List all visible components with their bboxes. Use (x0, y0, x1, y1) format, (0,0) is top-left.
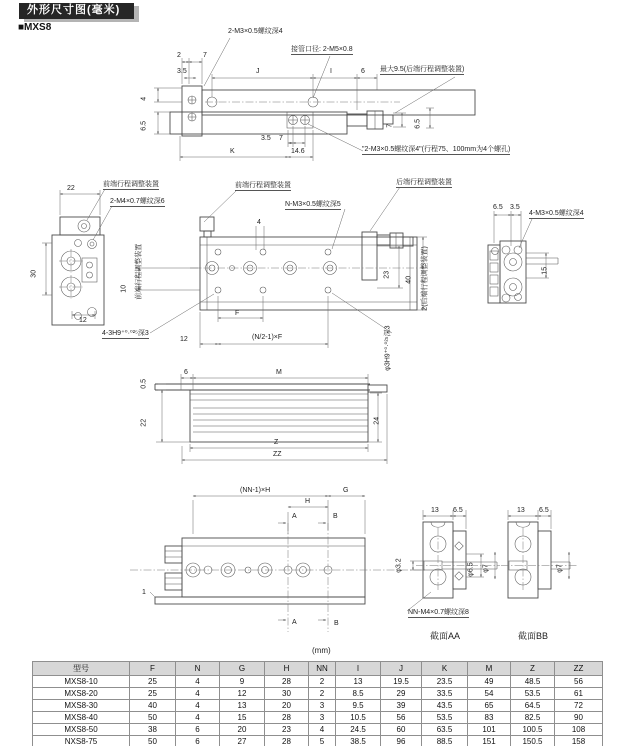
table-cell: 9 (220, 676, 265, 688)
section-marker-a: A (292, 619, 297, 626)
dim-label: M (276, 369, 282, 376)
table-cell: 101 (468, 724, 511, 736)
dim-label: 30 (30, 269, 38, 278)
table-cell: 9.5 (336, 700, 381, 712)
table-cell: 65 (468, 700, 511, 712)
dim-label: J (256, 68, 260, 75)
table-cell: 108 (555, 724, 603, 736)
spec-table (32, 661, 603, 746)
table-cell: 2 (309, 676, 336, 688)
table-cell: 33.5 (422, 688, 468, 700)
column-header: NN (309, 662, 336, 676)
dim-label: φ6.5 (467, 562, 475, 577)
dim-label: φ7 (482, 564, 490, 573)
section-marker-b: B (333, 513, 338, 520)
table-cell: 60 (381, 724, 422, 736)
table-cell: 29 (381, 688, 422, 700)
dim-label: 3.5 (177, 68, 187, 75)
table-row (33, 736, 603, 746)
dim-label: 22 (67, 185, 75, 192)
table-cell: 4 (309, 724, 336, 736)
table-cell: 4 (176, 700, 220, 712)
bottom-view-drawing (130, 496, 425, 632)
section-aa-drawing (407, 510, 500, 611)
dim-formula: (N/2-1)×F (252, 334, 283, 341)
dim-label: 6.5 (493, 204, 503, 211)
table-cell: 30 (265, 688, 309, 700)
callout-max-adjust: 最大9.5(后端行程调整装置) (380, 66, 465, 73)
dim-label: 0.5 (140, 378, 148, 389)
dim-label: φ3.2 (395, 558, 403, 573)
table-row (33, 712, 603, 724)
table-cell: 28 (265, 712, 309, 724)
section-bb-drawing (501, 510, 578, 598)
section-bb-caption: 截面BB (518, 631, 549, 641)
column-header: I (336, 662, 381, 676)
table-cell: 3 (309, 712, 336, 724)
table-row (33, 688, 603, 700)
column-header: N (176, 662, 220, 676)
table-cell: 50 (130, 712, 176, 724)
table-cell: MXS8-40 (33, 712, 130, 724)
dim-label: 2 (177, 52, 181, 59)
dim-label: 10 (120, 284, 128, 293)
dim-label: 4 (140, 96, 148, 101)
dim-label: 12 (79, 317, 87, 324)
table-cell: 63.5 (422, 724, 468, 736)
dim-label: 24 (373, 416, 381, 425)
table-cell: 96 (381, 736, 422, 746)
table-cell: 82.5 (511, 712, 555, 724)
callout-dowel-hole-vertical: φ3H9⁺⁰·⁰²⁵深3 (384, 325, 392, 371)
callout-thread-top: 2-M3×0.5螺纹深4 (228, 28, 283, 35)
table-cell: 28 (265, 676, 309, 688)
dim-label: 6.5 (414, 118, 422, 129)
table-cell: MXS8-50 (33, 724, 130, 736)
dim-label: 6.5 (453, 507, 463, 514)
dim-formula: (NN-1)×H (240, 487, 271, 494)
dim-label: I (330, 68, 332, 75)
dim-label: ZZ (273, 451, 282, 458)
callout-front-adjuster-vertical: 前端行程调整装置 (135, 243, 143, 300)
dim-label: G (343, 487, 349, 494)
dim-label: 13 (517, 507, 525, 514)
callout-4m3-thread: 4-M3×0.5螺纹深4 (529, 210, 584, 217)
profile-view-drawing (155, 374, 387, 464)
column-header: ZZ (555, 662, 603, 676)
dim-label: Z (274, 439, 279, 446)
table-cell: 150.5 (511, 736, 555, 746)
table-cell: 24.5 (336, 724, 381, 736)
section-aa-caption: 截面AA (430, 631, 461, 641)
dim-label: 7 (203, 52, 207, 59)
table-cell: 4 (176, 712, 220, 724)
dim-label: φ7 (556, 564, 564, 573)
table-cell: 4 (176, 688, 220, 700)
page-title: 外形尺寸图(毫米) (19, 3, 134, 19)
table-cell: 49 (468, 676, 511, 688)
dim-label: K (230, 148, 235, 155)
column-header: M (468, 662, 511, 676)
dim-label: 23 (383, 270, 391, 279)
column-header: H (265, 662, 309, 676)
table-cell: 4 (176, 676, 220, 688)
table-cell: 6 (176, 736, 220, 746)
table-cell: 61 (555, 688, 603, 700)
dim-label: 12 (180, 336, 188, 343)
dim-label: 3.5 (261, 135, 271, 142)
table-cell: 48.5 (511, 676, 555, 688)
dim-label: 40 (405, 275, 413, 284)
table-cell: 10.5 (336, 712, 381, 724)
table-cell: 28 (265, 736, 309, 746)
callout-front-adjuster: 前端行程调整装置 (103, 181, 159, 188)
table-cell: 25 (130, 676, 176, 688)
callout-thread-note: "2-M3×0.5螺纹深4"(行程75、100mm为4个螺孔) (362, 146, 511, 153)
table-cell: 15 (220, 712, 265, 724)
dim-label: 22 (140, 418, 148, 427)
table-cell: 13 (220, 700, 265, 712)
table-cell: 56 (555, 676, 603, 688)
table-cell: NXS8-75 (33, 736, 130, 746)
dim-label: 3.5 (510, 204, 520, 211)
table-cell: 20 (220, 724, 265, 736)
left-end-view-drawing (42, 189, 112, 325)
table-cell: 53.5 (422, 712, 468, 724)
table-cell: 25 (130, 688, 176, 700)
table-cell: MXS8-20 (33, 688, 130, 700)
table-cell: 3 (309, 700, 336, 712)
table-cell: 100.5 (511, 724, 555, 736)
table-cell: 43.5 (422, 700, 468, 712)
table-cell: 39 (381, 700, 422, 712)
callout-m4-thread: 2-M4×0.7螺纹深6 (110, 198, 165, 205)
table-row (33, 700, 603, 712)
table-cell: 5 (309, 736, 336, 746)
table-cell: 2 (309, 688, 336, 700)
dim-label: 6 (184, 369, 188, 376)
callout-rear-adjuster-vertical: 2(后端行程调整装置) (421, 246, 429, 311)
table-row (33, 724, 603, 736)
dim-label: 6.5 (539, 507, 549, 514)
column-header: J (381, 662, 422, 676)
model-heading: ■MXS8 (18, 22, 52, 33)
dim-label: F (235, 310, 240, 317)
table-cell: 20 (265, 700, 309, 712)
column-header: Z (511, 662, 555, 676)
table-cell: 158 (555, 736, 603, 746)
dim-label: H (305, 498, 311, 505)
column-header: K (422, 662, 468, 676)
table-cell: 53.5 (511, 688, 555, 700)
right-end-view-drawing (488, 211, 558, 303)
column-header: 型号 (33, 662, 130, 676)
table-cell: 19.5 (381, 676, 422, 688)
table-cell: 50 (130, 736, 176, 746)
table-cell: 38 (130, 724, 176, 736)
callout-front-adjuster: 前端行程调整装置 (235, 182, 291, 189)
table-cell: 72 (555, 700, 603, 712)
dim-label: 6.5 (140, 120, 148, 131)
dim-label: 13 (431, 507, 439, 514)
table-cell: 54 (468, 688, 511, 700)
dim-label: 15 (541, 266, 549, 275)
table-header-row (33, 662, 603, 676)
callout-n-m3-thread: N-M3×0.5螺纹深5 (285, 201, 341, 208)
dim-label: 4 (257, 219, 261, 226)
section-marker-b: B (334, 620, 339, 627)
table-cell: 23.5 (422, 676, 468, 688)
table-cell: 40 (130, 700, 176, 712)
dim-label: 7 (279, 135, 283, 142)
table-cell: 56 (381, 712, 422, 724)
callout-pipe-port: 接管口径: 2-M5×0.8 (291, 46, 353, 53)
plan-view-drawing (136, 187, 428, 348)
callout-rear-adjuster: 后端行程调整装置 (396, 179, 452, 186)
table-cell: 8.5 (336, 688, 381, 700)
table-cell: 88.5 (422, 736, 468, 746)
table-cell: 38.5 (336, 736, 381, 746)
table-cell: MXS8-30 (33, 700, 130, 712)
table-cell: 13 (336, 676, 381, 688)
units-note: (mm) (312, 646, 331, 655)
callout-dowel-hole: 4-3H9⁺⁰·⁰²⁵深3 (102, 330, 149, 337)
dim-label: 14.6 (291, 148, 305, 155)
table-cell: 83 (468, 712, 511, 724)
dim-label: 6 (361, 68, 365, 75)
table-row (33, 676, 603, 688)
section-marker-a: A (292, 513, 297, 520)
table-cell: 27 (220, 736, 265, 746)
table-cell: 64.5 (511, 700, 555, 712)
column-header: G (220, 662, 265, 676)
table-cell: 12 (220, 688, 265, 700)
callout-nn-m4-thread: NN-M4×0.7螺纹深8 (408, 609, 469, 616)
column-header: F (130, 662, 176, 676)
dim-label: 7 (386, 123, 394, 128)
table-cell: 6 (176, 724, 220, 736)
table-cell: 23 (265, 724, 309, 736)
table-cell: 90 (555, 712, 603, 724)
table-cell: MXS8-10 (33, 676, 130, 688)
table-cell: 151 (468, 736, 511, 746)
dim-label: 1 (142, 589, 146, 596)
